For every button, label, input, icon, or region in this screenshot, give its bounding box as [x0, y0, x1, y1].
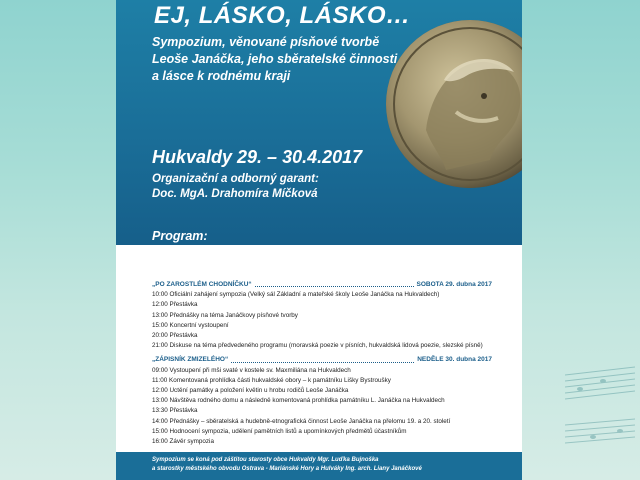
day-heading: [152, 280, 492, 290]
day-heading: [152, 355, 492, 365]
music-notes-icon: [565, 345, 635, 465]
poster-title: EJ, LÁSKO, LÁSKO…: [154, 2, 411, 29]
patronage-footer: [116, 452, 522, 480]
dotted-leader: [231, 355, 414, 362]
day-title: „PO ZAROSTLÉM CHODNÍČKU“: [152, 281, 252, 288]
day-date: NEDĚLE 30. dubna 2017: [417, 356, 492, 364]
schedule-item: 09:00 Vystoupení při mši svaté v kostele sv. Maxmiliána na Hukvaldech: [152, 366, 351, 374]
poster: [116, 0, 522, 480]
poster-subtitle: [152, 34, 422, 85]
schedule-item: 12:00 Uctění památky a položení květin u hrobu rodičů Leoše Janáčka: [152, 387, 349, 395]
schedule-item: 13:30 Přestávka: [152, 407, 198, 415]
subtitle-line: Leoše Janáčka, jeho sběratelské činnosti: [152, 52, 398, 66]
organizer-name: Doc. MgA. Drahomíra Míčková: [152, 188, 318, 200]
schedule-item: 13:00 Návštěva rodného domu a následně komentovaná prohlídka památníku L. Janáčka na Hukvaldech: [152, 397, 445, 405]
schedule-item: 15:00 Hodnocení sympozia, udělení pamětních listů a upomínkových předmětů účastníkům: [152, 427, 407, 435]
day-sunday: [152, 355, 492, 447]
organizer-block: [152, 172, 319, 202]
day-saturday: [152, 280, 492, 351]
footer-line: a starostky městského obvodu Ostrava - Mariánské Hory a Hulváky Ing. arch. Liany Janáčkové: [152, 466, 422, 472]
schedule-item: 14:00 Přednášky – sběratelská a hudebně-etnografická činnost Leoše Janáčka na přelomu 19. a 20. století: [152, 417, 451, 425]
subtitle-line: Sympozium, věnované písňové tvorbě: [152, 35, 380, 49]
day-date: SOBOTA 29. dubna 2017: [416, 281, 492, 288]
schedule-item: 16:00 Závěr sympozia: [152, 438, 214, 446]
schedule-item: 20:00 Přestávka: [152, 332, 198, 340]
organizer-label: Organizační a odborný garant:: [152, 173, 319, 185]
schedule-item: 12:00 Přestávka: [152, 301, 198, 309]
schedule-item: 10:00 Oficiální zahájení sympozia (Velký sál Základní a mateřské školy Leoše Janáčka na Hukvaldech): [152, 291, 440, 299]
schedule-item: 21:00 Diskuse na téma předvedeného programu (moravská poezie v písních, hukvaldská lidová poezie, slezské písně): [152, 342, 483, 350]
event-dates: Hukvaldy 29. – 30.4.2017: [152, 147, 363, 167]
day-title: „ZÁPISNÍK ZMIZELÉHO“: [152, 356, 229, 364]
program-schedule: [152, 280, 492, 451]
schedule-item: 11:00 Komentovaná prohlídka části hukvaldské obory – k památníku Lišky Bystroušky: [152, 376, 391, 384]
poster-header: [116, 0, 522, 245]
subtitle-line: a lásce k rodnému kraji: [152, 69, 291, 83]
program-label: Program:: [152, 229, 208, 243]
schedule-item: 15:00 Koncertní vystoupení: [152, 321, 229, 329]
dotted-leader: [255, 280, 414, 287]
schedule-item: 13:00 Přednášky na téma Janáčkovy písňové tvorby: [152, 311, 298, 319]
footer-line: Sympozium se koná pod záštitou starosty obce Hukvaldy Mgr. Luďka Bujnoška: [152, 457, 379, 463]
